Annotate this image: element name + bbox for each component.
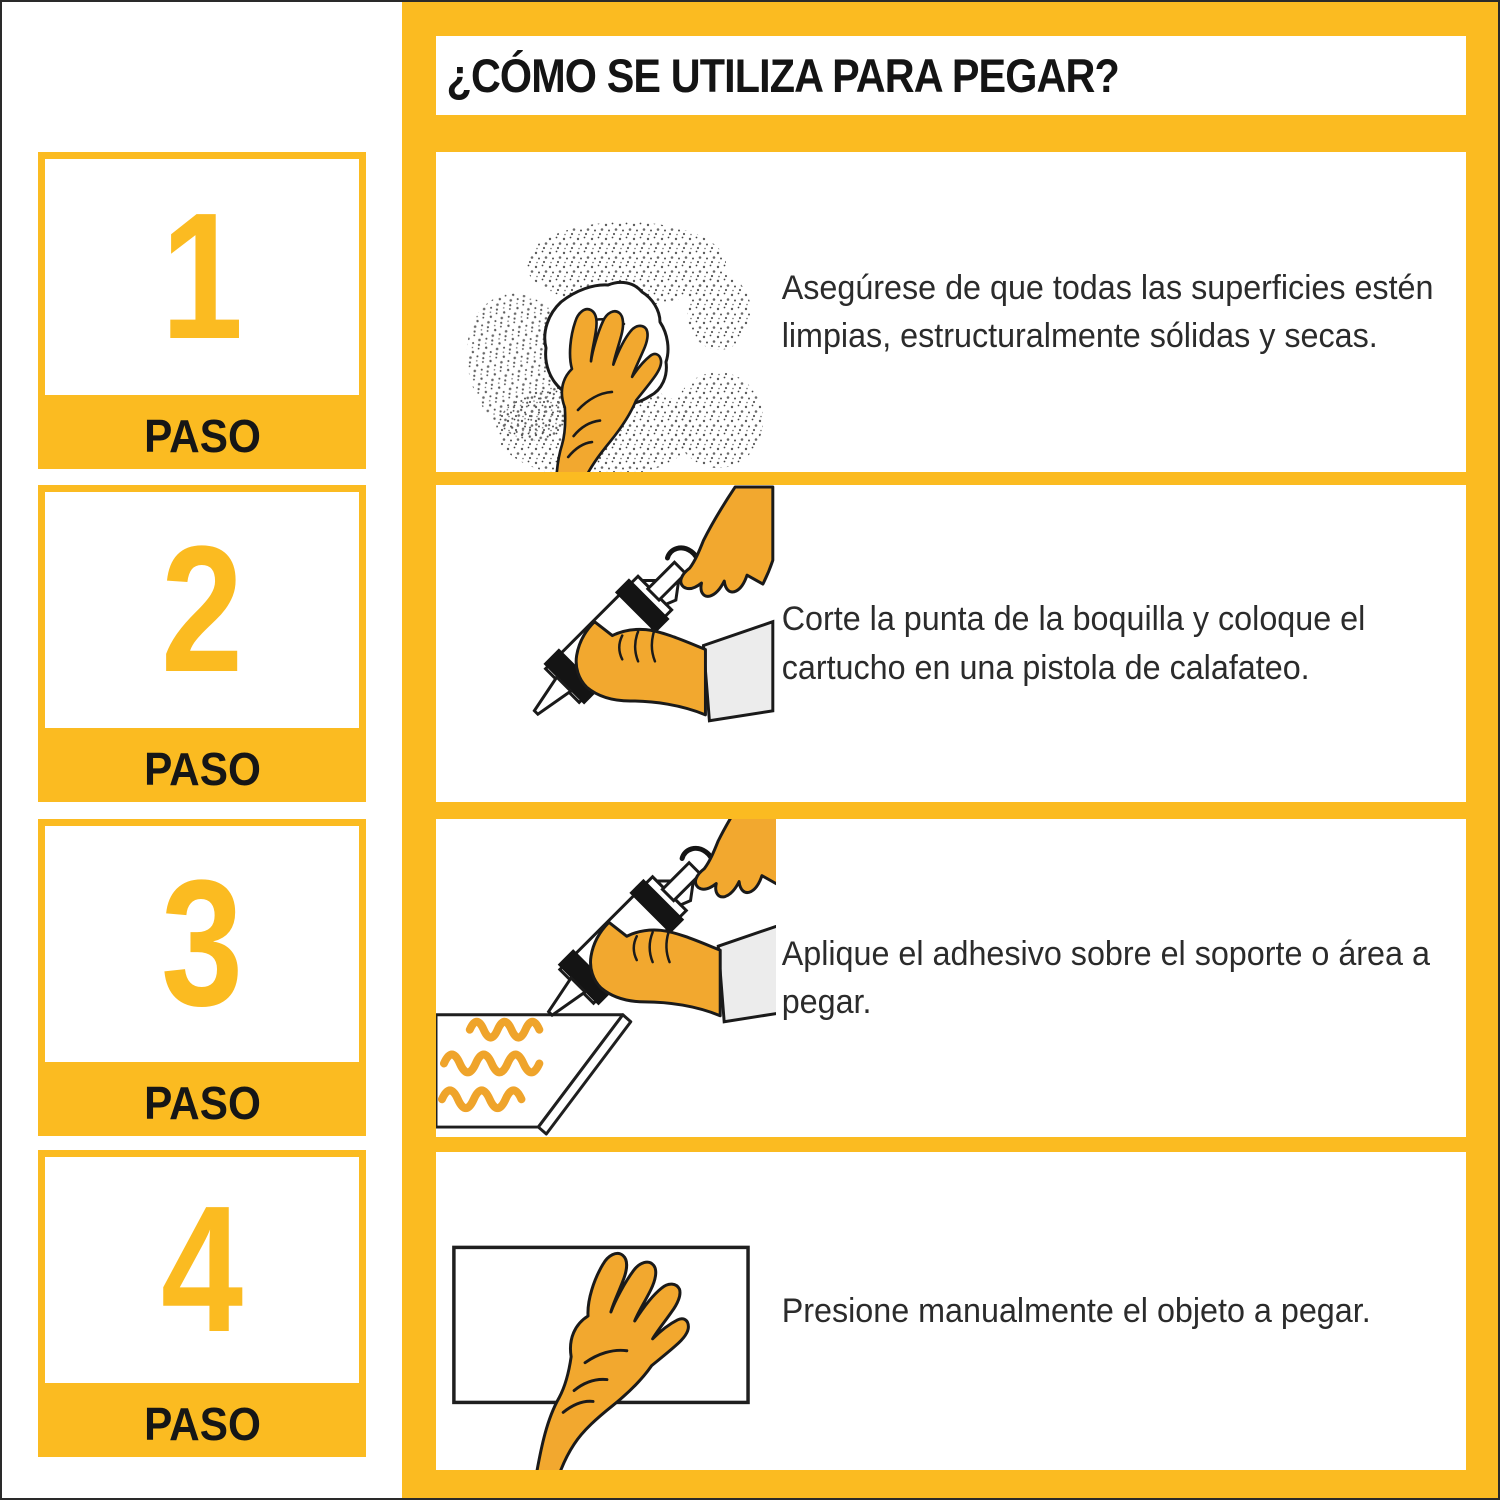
- instruction-text: Aplique el adhesivo sobre el soporte o área a pegar.: [781, 934, 1430, 1021]
- instruction-text: Presione manualmente el objeto a pegar.: [781, 1291, 1371, 1330]
- step-number-box: [38, 819, 366, 1069]
- step-item-3: [38, 819, 366, 1136]
- surface-cleaning-illustration: [436, 152, 776, 472]
- instruction-panel-4: [436, 1152, 1466, 1470]
- step-item-4: [38, 1150, 366, 1457]
- adhesive-application-icon: [436, 819, 776, 1137]
- main-area: [402, 2, 1500, 1498]
- surface-cleaning-icon: [436, 152, 776, 472]
- step-number-box: [38, 485, 366, 735]
- panel-text-wrap: [776, 1152, 1486, 1470]
- instruction-panel-1: [436, 152, 1466, 472]
- press-object-icon: [436, 1152, 776, 1470]
- caulking-gun-illustration: [436, 485, 776, 802]
- step-number: 4: [160, 1169, 244, 1370]
- step-number: 3: [160, 843, 244, 1044]
- step-label: PASO: [38, 1390, 366, 1457]
- header-strip: [436, 36, 1466, 115]
- step-number-box: [38, 152, 366, 402]
- instruction-panel-2: [436, 485, 1466, 802]
- step-item-1: [38, 152, 366, 469]
- adhesive-application-illustration: [436, 819, 776, 1137]
- instruction-text: Asegúrese de que todas las superficies estén limpias, estructuralmente sólidas y secas.: [781, 268, 1434, 355]
- press-object-illustration: [436, 1152, 776, 1470]
- step-number: 2: [160, 509, 244, 710]
- step-number-box: [38, 1150, 366, 1390]
- step-label: PASO: [38, 1069, 366, 1136]
- step-label: PASO: [38, 735, 366, 802]
- step-label: PASO: [38, 402, 366, 469]
- panel-text-wrap: [776, 152, 1486, 472]
- page-title: ¿CÓMO SE UTILIZA PARA PEGAR?: [446, 49, 1119, 102]
- caulking-gun-icon: [436, 485, 776, 802]
- step-item-2: [38, 485, 366, 802]
- instruction-panel-3: [436, 819, 1466, 1137]
- instruction-text: Corte la punta de la boquilla y coloque el cartucho en una pistola de calafateo.: [781, 600, 1366, 687]
- panel-text-wrap: [776, 819, 1486, 1137]
- step-number: 1: [160, 176, 244, 377]
- panel-text-wrap: [776, 485, 1486, 802]
